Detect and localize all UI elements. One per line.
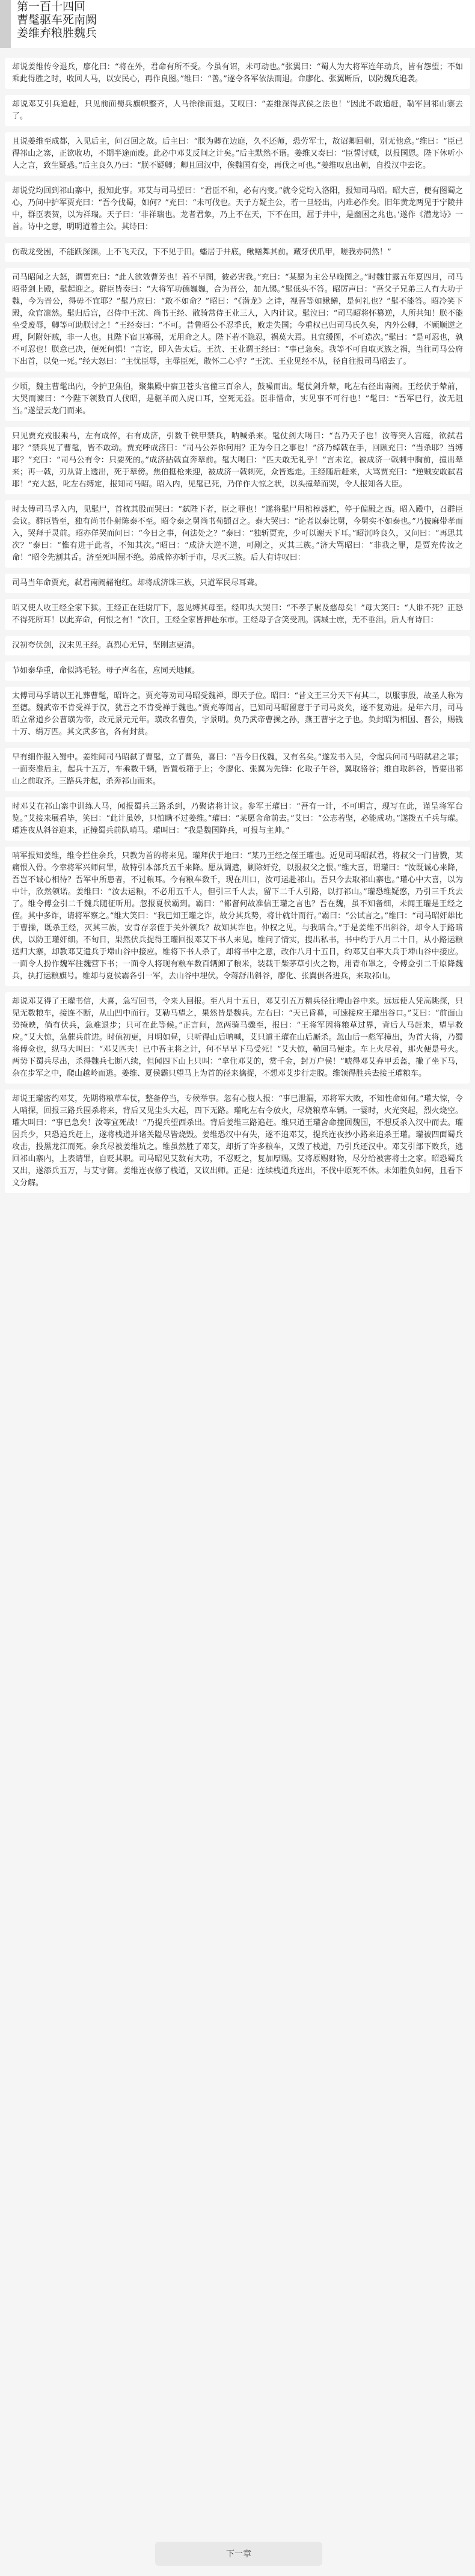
chapter-header [0, 0, 475, 48]
paragraph: 只见贾充戎服乘马，左有成倅，右有成济，引数千铁甲禁兵，呐喊杀来。髦仗剑大喝曰：“吾乃天子也！汝等突入宫庭，欲弑君耶？”禁兵见了曹髦，皆不敢动。贾充呼成济曰：“司马公养你何用？正为今日之事也！”济乃绰戟在手，回顾充曰：“当杀耶？当缚耶？”充曰：“司马公有令：只要死的。”成济拈戟直奔辇前。髦大喝曰：“匹夫敢无礼乎！”言未讫，被成济一戟刺中胸前，撞出辇来；再一戟，刃从背上透出，死于辇傍。焦伯挺枪来迎，被成济一戟刺死，众皆逃走。王经随后赶来，大骂贾充曰：“逆贼安敢弑君耶！”充大怒，叱左右缚定，报知司马昭。昭入内，见髦已死，乃佯作大惊之状，以头撞辇而哭，令人报知各大臣。 [5, 427, 470, 494]
paragraph: 却说党均回到祁山寨中，报知此事。邓艾与司马望曰：“君臣不和，必有内变。”就令党均入洛阳，报知司马昭。昭大喜，便有图蜀之心，乃问中护军贾充曰：“吾今伐蜀，如何？”充曰：“未可伐也。天子方疑主公，若一旦轻出，内难必作矣。旧年黄龙两见于宁陵井中，群臣表贺，以为祥瑞。天子曰：‘非祥瑞也。龙者君象，乃上不在天，下不在田，屈于井中，是幽困之兆也。’遂作《潜龙诗》一首。诗中之意，明明道着主公。其诗曰： [5, 182, 470, 237]
chapter-number: 第一百十四回 [17, 0, 86, 13]
chapter-content [5, 58, 470, 1199]
next-chapter-button[interactable]: 下一章 [155, 2542, 322, 2566]
paragraph: 时太傅司马孚入内，见髦尸，首枕其股而哭曰：“弑陛下者，臣之罪也！”遂将髦尸用棺椁盛贮，停于偏殿之西。昭入殿中，召群臣会议。群臣皆至，独有尚书仆射陈泰不至。昭令泰之舅尚书荀顗召之。泰大哭曰：“论者以泰比舅，今舅实不如泰也。”乃披麻带孝而入，哭拜于灵前。昭亦佯哭而问曰：“今日之事，何法处之？”泰曰：“独斩贾充，少可以谢天下耳。”昭沉吟良久，又问曰：“再思其次？”泰曰：“惟有进于此者，不知其次。”昭曰：“成济大逆不道，可剐之，灭其三族。”济大骂昭曰：“非我之罪，是贾充传汝之命！”昭令先割其舌。济至死叫屈不绝。弟成倅亦斩于市，尽灭三族。后人有诗叹曰： [5, 500, 470, 568]
chapter-title-line-1: 曹髦驱车死南阙 [17, 13, 97, 26]
paragraph: 早有细作报入蜀中。姜维闻司马昭弑了曹髦，立了曹奂，喜曰：“吾今日伐魏，又有名矣。”遂发书入吴，令起兵问司马昭弑君之罪；一面奏准后主，起兵十五万，车乘数千辆，皆置板箱于上；令廖化、张翼为先锋：化取子午谷，翼取骆谷；维自取斜谷，皆要出祁山之前取齐。三路兵并起，杀奔祁山而来。 [5, 748, 470, 791]
chapter-title-line-2: 姜维弃粮胜魏兵 [17, 26, 97, 40]
paragraph: 司马昭闻之大怒，谓贾充曰：“此人欲效曹芳也！若不早图，彼必害我。”充曰：“某愿为主公早晚图之。”时魏甘露五年夏四月，司马昭带剑上殿，髦起迎之。群臣皆奏曰：“大将军功德巍巍，合为晋公，加九锡。”髦低头不答。昭厉声曰：“吾父子兄弟三人有大功于魏，今为晋公，得毋不宜耶？”髦乃应曰：“敢不如命？”昭曰：“《潜龙》之诗，视吾等如鳅鳝，是何礼也？”髦不能答。昭冷笑下殿，众官凛然。髦归后宫，召侍中王沈、尚书王经、散骑常侍王业三人，入内计议。髦泣曰：“司马昭将怀篡逆，人所共知！朕不能坐受废辱，卿等可助朕讨之！”王经奏曰：“不可。昔鲁昭公不忍季氏，败走失国；今重权已归司马氏久矣，内外公卿，不顾顺逆之理，阿附奸贼，非一人也。且陛下宿卫寡弱，无用命之人。陛下若不隐忍，祸莫大焉。且宜缓图，不可造次。”髦曰：“是可忍也，孰不可忍也！朕意已决，便死何惧！”言讫，即入告太后。王沈、王业谓王经曰：“事已急矣。我等不可自取灭族之祸，当往司马公府下出首，以免一死。”经大怒曰：“主忧臣辱，主辱臣死，敢怀二心乎？”王沈、王业见经不从，径自往报司马昭去了。 [5, 268, 470, 372]
paragraph: 却说王瓘密约邓艾，先期将粮草车仗，整备停当，专候举事。忽有心腹人报：“事已泄漏，邓将军大败，不知性命如何。”瓘大惊，令人哨探，回报三路兵围杀将来，背后又见尘头大起，四下无路。瓘叱左右令放火，尽烧粮草车辆。一霎时，火光突起，烈火烧空。瓘大叫曰：“事已急矣！汝等宜死战！”乃提兵望西杀出。背后姜维三路追赶。维只道王瓘舍命撞回魏国，不想反杀入汉中而去。瓘因兵少，只恐追兵赶上，遂将栈道并诸关隘尽皆烧毁。姜维恐汉中有失，遂不追邓艾，提兵连夜抄小路来追杀王瓘。瓘被四面蜀兵攻击，投黑龙江而死。余兵尽被姜维坑之。维虽然胜了邓艾，却折了许多粮车，又毁了栈道，乃引兵还汉中。邓艾引部下败兵，逃回祁山寨内，上表请罪，自贬其职。司马昭见艾数有大功，不忍贬之，复加厚赐。艾将原赐财物，尽分给被害将士之家。昭恐蜀兵又出，遂添兵五万，与艾守御。姜维连夜修了栈道，又议出师。正是：连续栈道兵连出，不伐中原死不休。未知胜负如何，且看下文分解。 [5, 1090, 470, 1193]
paragraph: 时邓艾在祁山寨中训练人马，闻报蜀兵三路杀到，乃聚诸将计议。参军王瓘曰：“吾有一计，不可明言，现写在此，谨呈将军台览。”艾接来展看毕，笑曰：“此计虽妙，只怕瞒不过姜维。”瓘曰：“某愿舍命前去。”艾曰：“公志若坚，必能成功。”遂拨五千兵与瓘。瓘连夜从斜谷迎来，正撞蜀兵前队哨马。瓘叫曰：“我是魏国降兵，可报与主帅。” [5, 797, 470, 841]
paragraph: 汉初夸伏剑，汉末见王经。真烈心无异，坚刚志更清。 [5, 636, 470, 655]
paragraph: 哨军报知姜维，维令拦住余兵，只教为首的将来见。瓘拜伏于地曰：“某乃王经之侄王瓘也。近见司马昭弑君，将叔父一门皆戮，某痛恨入骨。今幸将军兴师问罪，故特引本部兵五千来降。愿从调遣，剿除奸党，以报叔父之恨。”维大喜，谓瓘曰：“汝既诚心来降，吾岂不诚心相待？吾军中所患者，不过粮耳。今有粮车数千，现在川口，汝可运赴祁山。吾只今去取祁山寨也。”瓘心中大喜，以为中计，欣然领诺。姜维曰：“汝去运粮，不必用五千人，但引三千人去，留下二千人引路，以打祁山。”瓘恐维疑惑，乃引三千兵去了。维令傅佥引二千魏兵随征听用。忽报夏侯霸到。霸曰：“都督何故准信王瓘之言也？吾在魏，虽不知备细，未闻王瓘是王经之侄。其中多诈，请将军察之。”维大笑曰：“我已知王瓘之诈，故分其兵势，将计就计而行。”霸曰：“公试言之。”维曰：“司马昭奸雄比于曹操，既杀王经，灭其三族，安肯存亲侄于关外领兵？故知其诈也。仲权之见，与我暗合。”于是姜维不出斜谷，却令人于路暗伏，以防王瓘奸细。不旬日，果然伏兵捉得王瓘回报邓艾下书人来见。维问了情实，搜出私书，书中约于八月二十日，从小路运粮送归大寨，却教邓艾遣兵于墆山谷中接应。维将下书人杀了，却将书中之意，改作八月十五日，约邓艾自率大兵于墆山谷中接应。一面令人扮作魏军往魏营下书；一面令人将现有粮车数百辆卸了粮米，装载干柴茅草引火之物，用青布罩之，令傅佥引二千原降魏兵，执打运粮旗号。维却与夏侯霸各引一军，去山谷中埋伏。令蒋舒出斜谷，廖化、张翼俱各进兵，来取祁山。 [5, 847, 470, 986]
header-accent-bar [0, 0, 11, 48]
paragraph: 却说邓艾得了王瓘书信，大喜，急写回书，令来人回报。至八月十五日，邓艾引五万精兵径往墆山谷中来。远远使人凭高眺探，只见无数粮车，接连不断，从山凹中而行。艾勒马望之，果然皆是魏兵。左右曰：“天已昏暮，可速接应王瓘出谷口。”艾曰：“前面山势掩映，倘有伏兵，急难退步；只可在此等候。”正言间，忽两骑马骤至，报曰：“王将军因将粮草过界，背后人马赶来，望早救应。”艾大惊，急催兵前进。时值初更，月明如昼，只听得山后呐喊，艾只道王瓘在山后厮杀。忽山后一彪军撞出，为首大将，乃蜀将傅佥也，纵马大叫曰：“邓艾匹夫！已中吾主将之计，何不早早下马受死！”艾大惊，勒回马便走。车上火尽着，那火便是号火。两势下蜀兵尽出，杀得魏兵七断八续，但闻四下山上只叫：“拿住邓艾的，赏千金，封万户侯！”唬得邓艾弃甲丢盔，撇了坐下马，杂在步军之中，爬山越岭而逃。姜维、夏侯霸只望马上为首的径来擒捉，不想邓艾步行走脱。维领得胜兵去接王瓘粮车。 [5, 992, 470, 1084]
paragraph: 且说姜维至成都，入见后主，问召回之故。后主曰：“朕为卿在边庭，久不还师，恐劳军士，故诏卿回朝，别无他意。”维曰：“臣已得祁山之寨，正欲收功，不期半途而废。此必中邓艾反间之计矣。”后主默然不语。姜维又奏曰：“臣誓讨贼，以报国恩。陛下休听小人之言，致生疑惑。”后主良久乃曰：“朕不疑卿；卿且回汉中，俟魏国有变，再伐之可也。”姜维叹息出朝，自投汉中去讫。 [5, 132, 470, 176]
paragraph: 节如泰华重，命似鸿毛轻。母子声名在，应同天地倾。 [5, 661, 470, 681]
paragraph: 却说邓艾引兵追赶，只见前面蜀兵旗帜整齐，人马徐徐而退。艾叹曰：“姜维深得武侯之法也！”因此不敢追赶，勒军回祁山寨去了。 [5, 95, 470, 126]
chapter-title-block [17, 0, 97, 40]
paragraph: 司马当年命贾充，弑君南阙赭袍红。却将成济诛三族，只道军民尽耳聋。 [5, 574, 470, 593]
paragraph: 伤哉龙受困，不能跃深渊。上不飞天汉，下不见于田。蟠居于井底，鳅鳝舞其前。藏牙伏爪甲，嗟我亦同然！” [5, 243, 470, 262]
paragraph: 却说姜维传令退兵，廖化曰：“将在外，君命有所不受。今虽有诏，未可动也。”张翼曰：“蜀人为大将军连年动兵，皆有怨望；不如乘此得胜之时，收回人马，以安民心，再作良图。”维曰：“善。”遂令各军依法而退。命廖化、张翼断后，以防魏兵追袭。 [5, 58, 470, 89]
paragraph: 太傅司马孚请以王礼葬曹髦，昭许之。贾充等劝司马昭受魏禅，即天子位。昭曰：“昔文王三分天下有其二，以服事殷，故圣人称为至德。魏武帝不肯受禅于汉，犹吾之不肯受禅于魏也。”贾充等闻言，已知司马昭留意于子司马炎矣，遂不复劝进。是年六月，司马昭立常道乡公曹璜为帝，改元景元元年。璜改名曹奂，字景明。奂乃武帝曹操之孙，燕王曹宇之子也。奂封昭为相国、晋公，赐钱十万、绢万匹。其文武多官，各有封赏。 [5, 687, 470, 742]
paragraph: 昭又使人收王经全家下狱。王经正在廷尉厅下，忽见缚其母至。经叩头大哭曰：“不孝子累及慈母矣！”母大笑曰：“人谁不死？正恐不得死所耳！以此弃命，何恨之有！”次日，王经全家皆押赴东市。王经母子含笑受刑。满城士庶，无不垂泪。后人有诗曰： [5, 599, 470, 630]
paragraph: 少顷，魏主曹髦出内，令护卫焦伯，聚集殿中宿卫苍头官僮三百余人，鼓噪而出。髦仗剑升辇，叱左右径出南阙。王经伏于辇前，大哭而谏曰：“今陛下领数百人伐昭，是驱羊而入虎口耳，空死无益。臣非惜命，实见事不可行也！”髦曰：“吾军已行，汝无阻当。”遂望云龙门而来。 [5, 378, 470, 421]
